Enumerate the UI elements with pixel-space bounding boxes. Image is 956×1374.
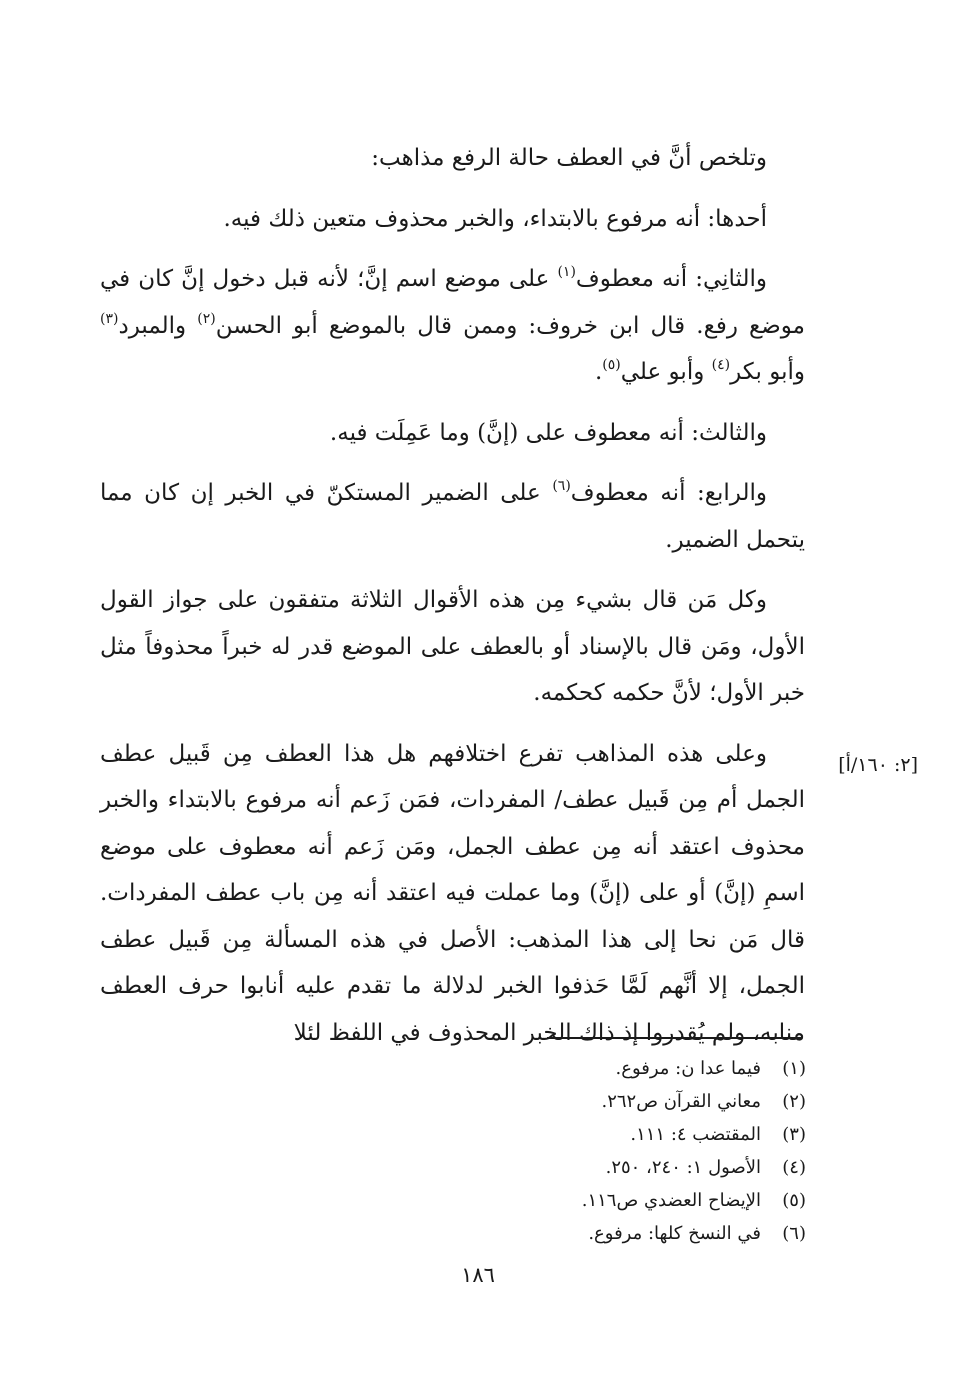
footnote-ref-2: (٢)	[197, 310, 216, 327]
footnote-ref-4: (٤)	[711, 357, 731, 373]
paragraph-7: وعلى هذه المذاهب تفرع اختلافهم هل هذا العطف مِن قَبيل عطف الجمل أم مِن قَبيل عطف/ المفردات، فمَن زَعم أنه مرفوع بالابتداء والخبر محذوف اعتقد أنه مِن عطف الجمل، ومَن زَعم أنه معطوف على موضع اسمِ (إنَّ) أو على (إنَّ) وما عملت فيه اعتقد أنه مِن باب عطف المفردات. قال مَن نحا إلى هذا المذهب: الأصل في هذه المسألة مِن قَبيل عطف الجمل، إلا أنَّهم لَمَّا حَذفوا الخبر لدلالة ما تقدم عليه أنابوا حرف العطف منابه، ولم يُقدروا إذ ذاك الخبر المحذوف في اللفظ لئلا	[100, 740, 805, 1046]
footnote-item	[400, 1052, 806, 1085]
footnote-ref-6: (٦)	[552, 478, 571, 494]
paragraph-3	[100, 256, 805, 396]
main-text	[100, 135, 805, 1056]
paragraph-3-text-e: وأبو علي	[620, 359, 712, 385]
page-number: ١٨٦	[461, 1263, 495, 1287]
footnote-text: الإيضاح العضدي ص١١٦.	[581, 1190, 761, 1211]
footnotes	[400, 1052, 806, 1250]
footnote-number: (٤)	[782, 1157, 806, 1178]
footnote-text: في النسخ كلها: مرفوع.	[588, 1223, 761, 1244]
paragraph-3-text-b: على موضع اسم إنَّ؛ لأنه قبل دخول إنَّ كان في موضع رفع. قال ابن خروف: وممن قال بالموضع أبو الحسن	[100, 266, 805, 339]
footnote-separator	[547, 1037, 801, 1039]
footnote-text: فيما عدا ن: مرفوع.	[615, 1058, 761, 1079]
paragraph-6: وكل مَن قال بشيء مِن هذه الأقوال الثلاثة متفقون على جواز القول الأول، ومَن قال بالإسناد أو بالعطف على الموضع قدر له خبراً محذوفاً مثل خبر الأول؛ لأنَّ حكمه كحكمه.	[100, 587, 805, 706]
paragraph-3-text-a: والثانِي: أنه معطوف	[575, 266, 767, 292]
footnote-ref-5: (٥)	[602, 357, 621, 373]
footnote-item	[400, 1151, 806, 1184]
footnote-number: (٥)	[782, 1190, 806, 1211]
paragraph-4: والثالث: أنه معطوف على (إنَّ) وما عَمِلَت فيه.	[329, 419, 767, 446]
footnote-text: معاني القرآن ص٢٦٢.	[601, 1091, 761, 1112]
footnote-item	[400, 1118, 806, 1151]
footnote-text: الأصول ١: ٢٤٠، ٢٥٠.	[605, 1157, 761, 1178]
paragraph-5	[100, 470, 805, 563]
footnote-text: المقتضب ٤: ١١١.	[630, 1124, 761, 1145]
paragraph-5-text-a: والرابع: أنه معطوف	[570, 480, 767, 506]
footnote-ref-1: (١)	[557, 264, 576, 280]
footnote-number: (٣)	[782, 1124, 806, 1145]
footnote-item	[400, 1085, 806, 1118]
paragraph-1: وتلخص أنَّ في العطف حالة الرفع مذاهب:	[371, 145, 767, 171]
footnote-item	[400, 1184, 806, 1217]
footnote-number: (٦)	[782, 1223, 806, 1244]
manuscript-margin-reference: [٢: ١٦٠/أ]	[838, 754, 918, 776]
paragraph-3-text-f: .	[594, 359, 603, 385]
paragraph-3-text-d: وأبو بكر	[730, 359, 805, 385]
footnote-ref-3: (٣)	[100, 310, 119, 327]
paragraph-2: أحدها: أنه مرفوع بالابتداء، والخبر محذوف متعين ذلك فيه.	[223, 205, 767, 232]
footnote-item	[400, 1217, 806, 1250]
paragraph-5-text-b: على الضمير المستكنّ في الخبر إن كان مما يتحمل الضمير.	[100, 480, 805, 553]
footnote-number: (٢)	[782, 1091, 806, 1112]
footnote-number: (١)	[782, 1058, 806, 1079]
paragraph-3-text-c: والمبرد	[118, 312, 198, 339]
